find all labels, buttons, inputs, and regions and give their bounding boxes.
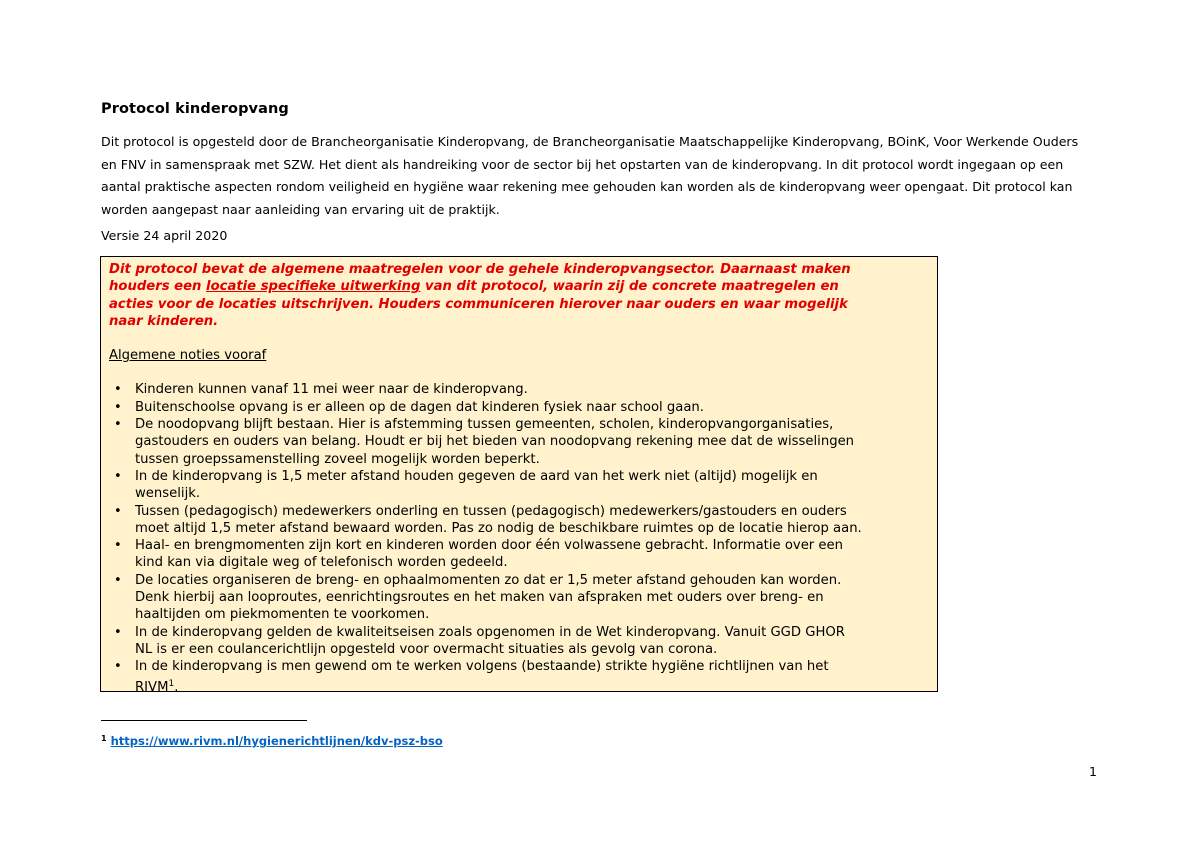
bullet-item [109,658,937,696]
footnote-number: 1 [101,734,107,743]
bullet-line: Tussen (pedagogisch) medewerkers onderling en tussen (pedagogisch) medewerkers/gastouders en ouders [135,503,847,519]
bullet-line: moet altijd 1,5 meter afstand bewaard worden. Pas zo nodig de beschikbare ruimtes op de locatie hierop aan. [135,520,862,536]
document-title: Protocol kinderopvang [101,101,289,117]
intro-line: en FNV in samenspraak met SZW. Het dient als handreiking voor de sector bij het opstarten van de kinderopvang. In dit protocol wordt ingegaan op een [101,156,1064,172]
lead-line: Dit protocol bevat de algemene maatregelen voor de gehele kinderopvangsector. Daarnaast maken [109,262,851,277]
bullet-line: Kinderen kunnen vanaf 11 mei weer naar de kinderopvang. [135,382,528,398]
bullet-line: RIVM$^1$. [135,678,179,695]
notice-box [100,256,938,695]
bullet-line: De locaties organiseren de breng- en ophaalmomenten zo dat er 1,5 meter afstand gehouden kan worden. [135,572,842,588]
bullet-dot: • [114,624,122,640]
bullet-dot: • [114,572,122,588]
bullet-item [109,399,937,416]
location-specific-link: locatie specifieke uitwerking [206,279,421,295]
bullet-line: kind kan via digitale weg of telefonisch worden gedeeld. [135,555,508,571]
bullet-item [109,468,937,503]
intro-line: worden aangepast naar aanleiding van ervaring uit de praktijk. [101,201,500,217]
bullet-line: In de kinderopvang is 1,5 meter afstand houden gegeven de aard van het werk niet (altijd) mogelijk en [135,468,818,484]
lead-line: acties voor de locaties uitschrijven. Houders communiceren hierover naar ouders en waar mogelijk [109,296,848,312]
bullet-item [109,381,937,398]
footnote-link[interactable]: https://www.rivm.nl/hygienerichtlijnen/kdv-psz-bso [110,734,443,748]
bullet-line: In de kinderopvang is men gewend om te werken volgens (bestaande) strikte hygiëne richtlijnen van het [135,659,829,675]
bullet-item [109,624,937,659]
notice-lead [109,261,937,330]
bullet-dot: • [114,503,122,519]
bullet-line: NL is er een coulancerichtlijn opgesteld voor overmacht situaties als gevolg van corona. [135,641,718,657]
notes-heading: Algemene noties vooraf [109,348,267,364]
bullet-line: Buitenschoolse opvang is er alleen op de dagen dat kinderen fysiek naar school gaan. [135,399,704,415]
bullet-dot: • [114,382,122,398]
intro-line: Dit protocol is opgesteld door de Brancheorganisatie Kinderopvang, de Brancheorganisatie Maatschappelijke Kinderopvang, BOinK, Voor Werkende Ouders [101,134,1079,149]
bullet-item [109,572,937,624]
bullet-line: Haal- en brengmomenten zijn kort en kinderen worden door één volwassene gebracht. Informatie over een [135,538,844,554]
intro-paragraph [101,131,1101,221]
bullet-list [109,381,937,695]
bullet-item [109,503,937,538]
bullet-line: haaltijden om piekmomenten te voorkomen. [135,607,430,623]
bullet-item [109,537,937,572]
footnote [101,734,443,748]
page-number: 1 [1089,764,1097,779]
bullet-dot: • [114,538,122,554]
bullet-dot: • [114,659,122,675]
bullet-dot: • [114,468,122,484]
bullet-dot: • [114,399,122,415]
bullet-item [109,416,937,468]
bullet-line: wenselijk. [135,486,201,502]
bullet-line: tussen groepssamenstelling zoveel mogelijk worden beperkt. [135,451,540,467]
intro-line: aantal praktische aspecten rondom veiligheid en hygiëne waar rekening mee gehouden kan worden als de kinderopvang weer opengaat. Dit protocol kan [101,179,1073,195]
bullet-line: In de kinderopvang gelden de kwaliteitseisen zoals opgenomen in de Wet kinderopvang. Vanuit GGD GHOR [135,624,845,640]
bullet-line: Denk hierbij aan looproutes, eenrichtingsroutes en het maken van afspraken met ouders over breng- en [135,590,824,606]
version-date: Versie 24 april 2020 [101,228,228,243]
footnote-divider [101,720,307,721]
lead-line: naar kinderen. [109,313,219,329]
footnote-reference[interactable]: 1 [168,678,175,689]
bullet-dot: • [114,417,122,433]
lead-line: houders een locatie specifieke uitwerking van dit protocol, waarin zij de concrete maatregelen en [109,279,839,295]
bullet-line: De noodopvang blijft bestaan. Hier is afstemming tussen gemeenten, scholen, kinderopvangorganisaties, [135,417,834,433]
bullet-line: gastouders en ouders van belang. Houdt er bij het bieden van noodopvang rekening mee dat de wisselingen [135,434,855,450]
